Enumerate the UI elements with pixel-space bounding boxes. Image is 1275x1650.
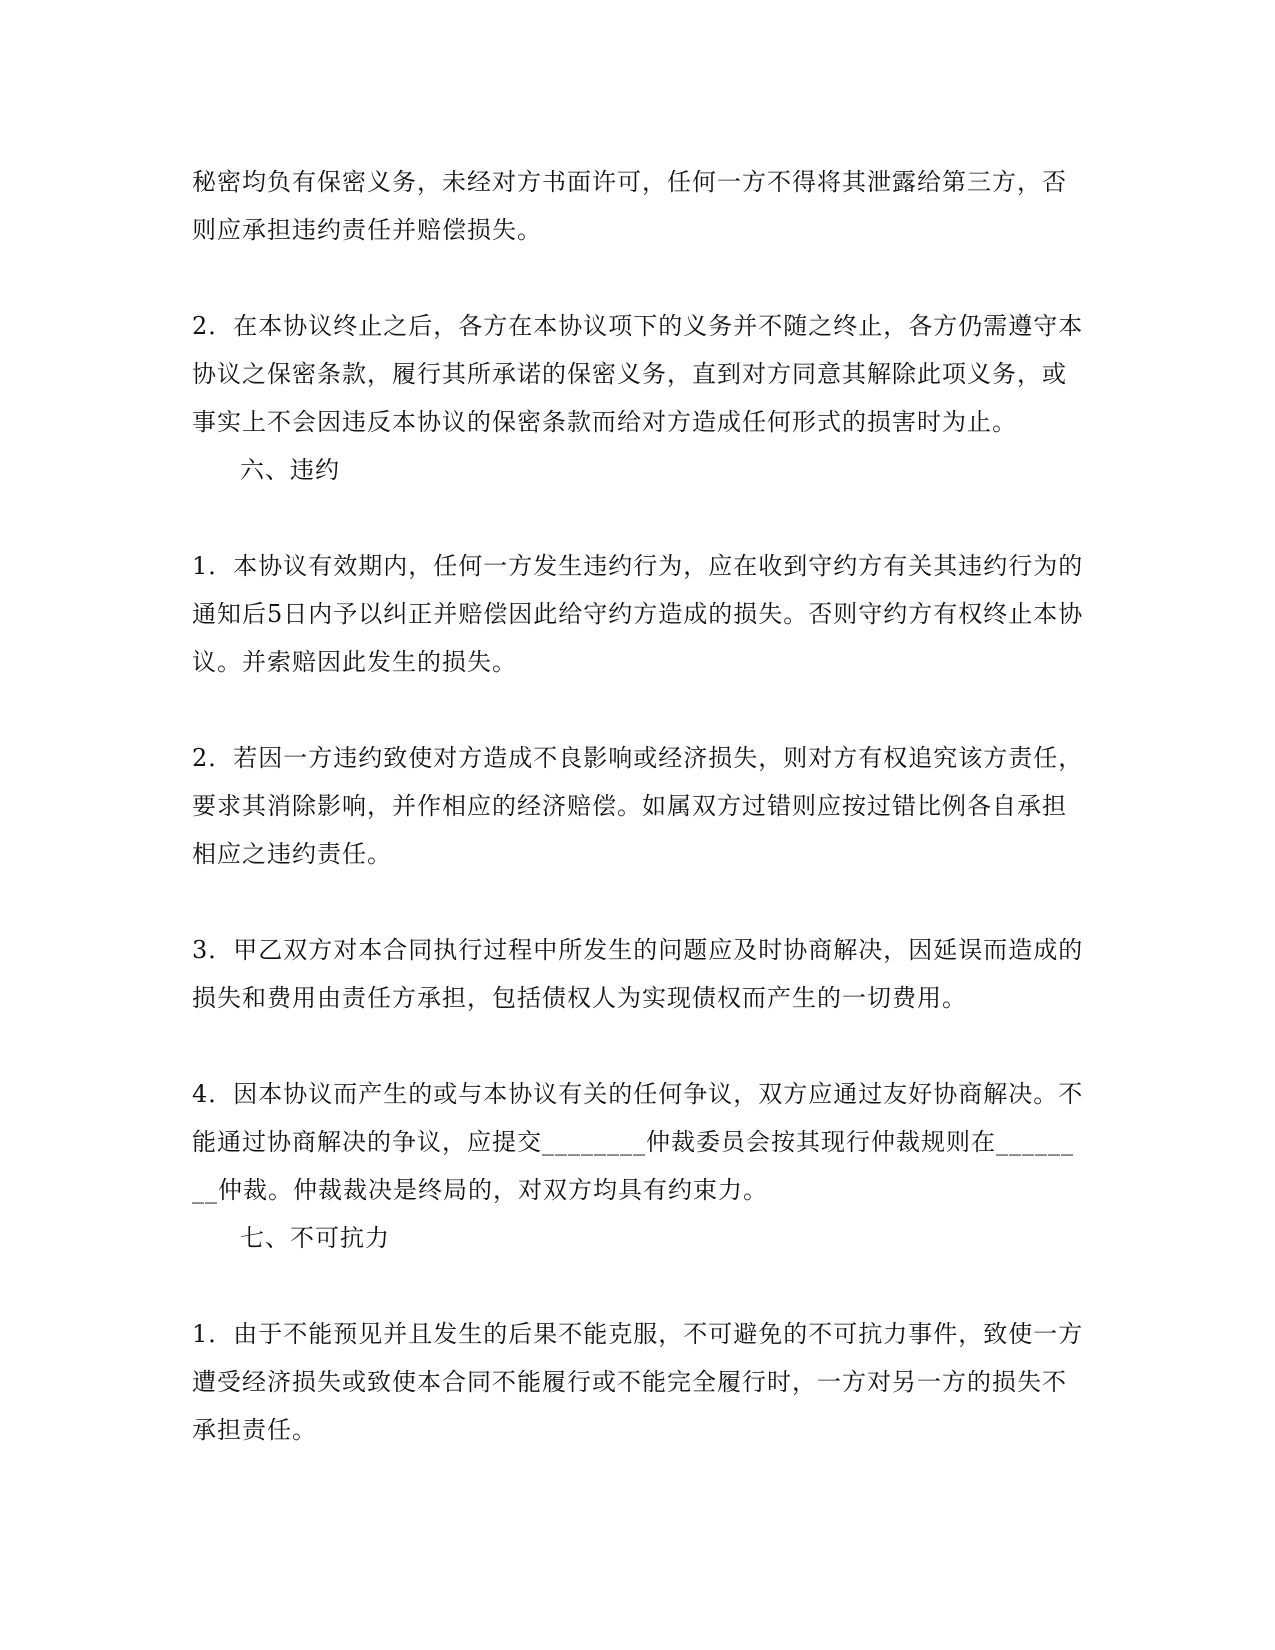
breach-item-2: 2．若因一方违约致使对方造成不良影响或经济损失，则对方有权追究该方责任，要求其消除影响，并作相应的经济赔偿。如属双方过错则应按过错比例各自承担相应之违约责任。 bbox=[192, 744, 1084, 868]
paragraph-confidentiality-cont: 秘密均负有保密义务，未经对方书面许可，任何一方不得将其泄露给第三方，否则应承担违约责任并赔偿损失。 bbox=[192, 168, 1067, 244]
spacer bbox=[192, 878, 1085, 926]
breach-item-4: 4．因本协议而产生的或与本协议有关的任何争议，双方应通过友好协商解决。不能通过协商解决的争议，应提交________仲裁委员会按其现行仲裁规则在________仲裁。仲裁裁决是终局的，对双方均具有约束力。 bbox=[192, 1080, 1084, 1204]
spacer bbox=[192, 1022, 1085, 1070]
breach-item-3: 3．甲乙双方对本合同执行过程中所发生的问题应及时协商解决，因延误而造成的损失和费用由责任方承担，包括债权人为实现债权而产生的一切费用。 bbox=[192, 936, 1084, 1012]
spacer bbox=[192, 1262, 1085, 1310]
spacer bbox=[192, 494, 1085, 542]
section-heading-force-majeure: 七、不可抗力 bbox=[240, 1224, 390, 1252]
breach-item-1: 1．本协议有效期内，任何一方发生违约行为，应在收到守约方有关其违约行为的通知后5日内予以纠正并赔偿因此给守约方造成的损失。否则守约方有权终止本协议。并索赔因此发生的损失。 bbox=[192, 552, 1084, 676]
document-body bbox=[192, 158, 1085, 1454]
spacer bbox=[192, 686, 1085, 734]
spacer bbox=[192, 254, 1085, 302]
force-majeure-item-1: 1．由于不能预见并且发生的后果不能克服，不可避免的不可抗力事件，致使一方遭受经济损失或致使本合同不能履行或不能完全履行时，一方对另一方的损失不承担责任。 bbox=[192, 1320, 1084, 1444]
section-heading-breach: 六、违约 bbox=[240, 456, 340, 484]
paragraph-post-termination: 2．在本协议终止之后，各方在本协议项下的义务并不随之终止，各方仍需遵守本协议之保密条款，履行其所承诺的保密义务，直到对方同意其解除此项义务，或事实上不会因违反本协议的保密条款而给对方造成任何形式的损害时为止。 bbox=[192, 312, 1084, 436]
